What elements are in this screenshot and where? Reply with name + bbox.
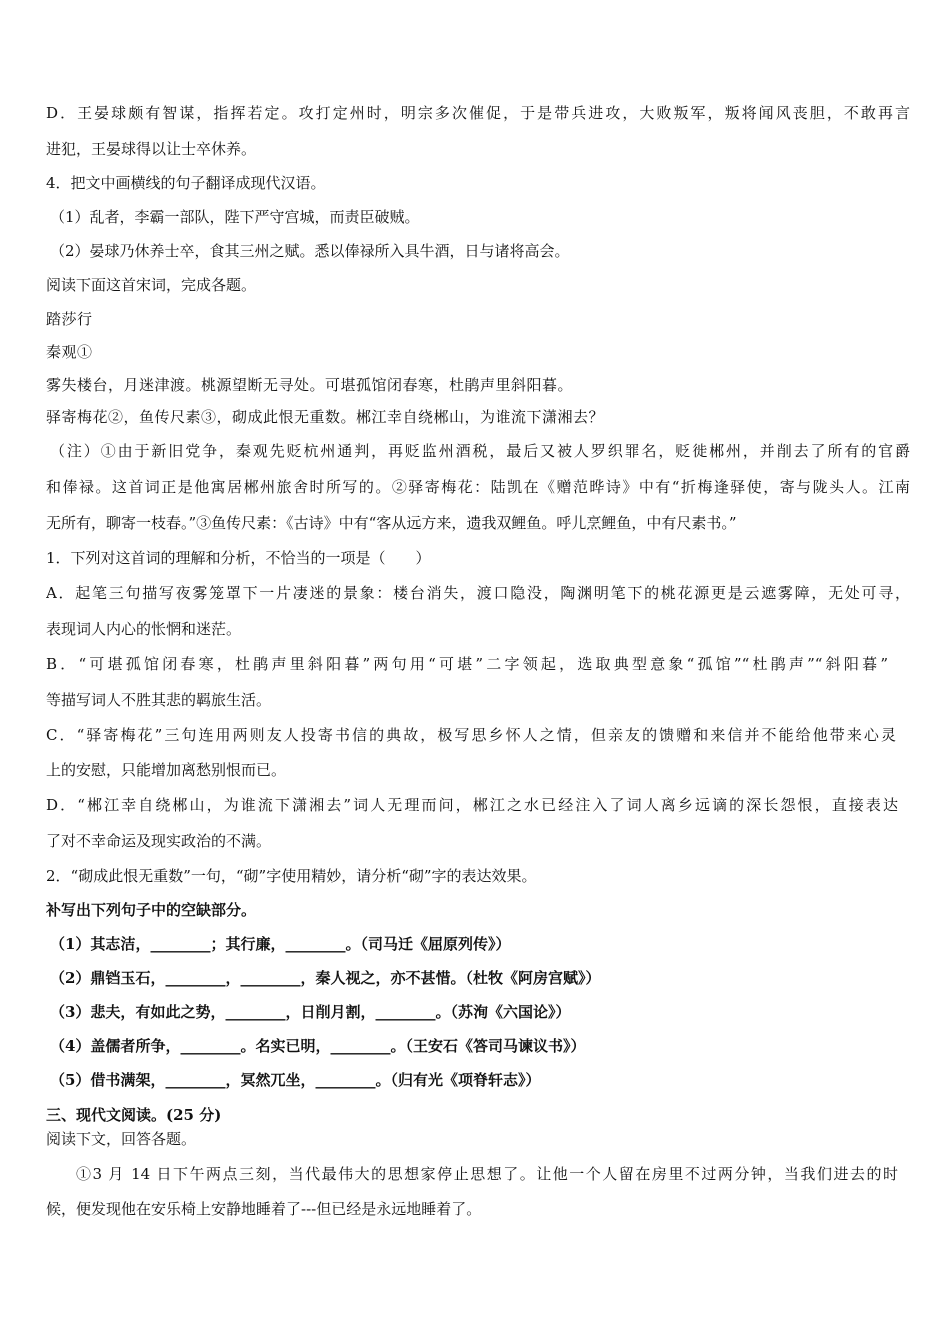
option-c-line-2: 上的安慰，只能增加离愁别恨而已。: [46, 761, 287, 779]
fill-in-item-1: （1）其志洁，________；其行廉，________。（司马迁《屈原列传》）: [50, 935, 511, 953]
poem-instruction: 阅读下面这首宋词，完成各题。: [46, 276, 257, 294]
poem-author: 秦观①: [46, 343, 93, 361]
poem-note-line-2: 和俸禄。这首词正是他寓居郴州旅舍时所写的。②驿寄梅花：陆凯在《赠范晔诗》中有“折梅逢驿使，寄与陇头人。江南: [46, 478, 910, 496]
reading-instruction: 阅读下文，回答各题。: [46, 1130, 197, 1148]
option-d-line-2: 进犯，王晏球得以让士卒休养。: [46, 140, 257, 158]
option-d-line-1: D．王晏球颇有智谋，指挥若定。攻打定州时，明宗多次催促，于是带兵进攻，大败叛军，叛将闻风丧胆，不敢再言: [46, 104, 910, 122]
poem-stanza-1: 雾失楼台，月迷津渡。桃源望断无寻处。可堪孤馆闭春寒，杜鹃声里斜阳暮。: [46, 376, 574, 394]
option-a-line-2: 表现词人内心的怅惘和迷茫。: [46, 620, 242, 638]
poem-stanza-2: 驿寄梅花②，鱼传尺素③，砌成此恨无重数。郴江幸自绕郴山，为谁流下潇湘去？: [46, 408, 605, 426]
option-b-line-2: 等描写词人不胜其悲的羁旅生活。: [46, 691, 272, 709]
poem-note-line-1: （注）①由于新旧党争，秦观先贬杭州通判，再贬监州酒税，最后又被人罗织罪名，贬徙郴州，并削去了所有的官爵: [50, 442, 910, 460]
poem-title: 踏莎行: [46, 310, 93, 328]
fill-in-item-3: （3）悲夫，有如此之势，________，日削月割，________。（苏洵《六国论》）: [50, 1003, 571, 1021]
passage-paragraph-1-line-1: ①3 月 14 日下午两点三刻，当代最伟大的思想家停止思想了。让他一个人留在房里不过两分钟，当我们进去的时: [76, 1165, 898, 1183]
question-4: 4．把文中画横线的句子翻译成现代汉语。: [46, 174, 326, 192]
option-c-line-1: C．“驿寄梅花”三句连用两则友人投寄书信的典故，极写思乡怀人之情，但亲友的馈赠和来信并不能给他带来心灵: [46, 726, 896, 744]
question-2: 2．“砌成此恨无重数”一句，“砌”字使用精妙，请分析“砌”字的表达效果。: [46, 867, 537, 885]
option-d2-line-1: D．“郴江幸自绕郴山，为谁流下潇湘去”词人无理而问，郴江之水已经注入了词人离乡远谪的深长怨恨，直接表达: [46, 796, 898, 814]
passage-paragraph-1-line-2: 候，便发现他在安乐椅上安静地睡着了---但已经是永远地睡着了。: [46, 1200, 482, 1218]
fill-in-item-5: （5）借书满架，________，冥然兀坐，________。（归有光《项脊轩志》）: [50, 1071, 541, 1089]
fill-in-item-4: （4）盖儒者所争，________。名实已明，________。（王安石《答司马谏议书》）: [50, 1037, 586, 1055]
option-b-line-1: B．“可堪孤馆闭春寒，杜鹃声里斜阳暮”两句用“可堪”二字领起，选取典型意象“孤馆”“杜鹃声”“斜阳暮”: [46, 655, 888, 673]
question-4-part-2: （2）晏球乃休养士卒，食其三州之赋。悉以俸禄所入具牛酒，日与诸将高会。: [50, 242, 570, 260]
question-4-part-1: （1）乱者，李霸一部队，陛下严守宫城，而责臣破贼。: [50, 208, 420, 226]
question-1: 1．下列对这首词的理解和分析，不恰当的一项是（ ）: [46, 549, 431, 567]
fill-in-item-2: （2）鼎铛玉石，________，________，秦人视之，亦不甚惜。（杜牧《阿房宫赋》）: [50, 969, 601, 987]
option-d2-line-2: 了对不幸命运及现实政治的不满。: [46, 832, 272, 850]
fill-in-heading: 补写出下列句子中的空缺部分。: [46, 901, 257, 919]
option-a-line-1: A．起笔三句描写夜雾笼罩下一片凄迷的景象：楼台消失，渡口隐没，陶渊明笔下的桃花源更是云遮雾障，无处可寻，: [46, 584, 910, 602]
poem-note-line-3: 无所有，聊寄一枝春。”③鱼传尺素：《古诗》中有“客从远方来，遗我双鲤鱼。呼儿烹鲤鱼，中有尺素书。”: [46, 514, 737, 532]
section-three-heading: 三、现代文阅读。(25 分): [46, 1106, 222, 1124]
